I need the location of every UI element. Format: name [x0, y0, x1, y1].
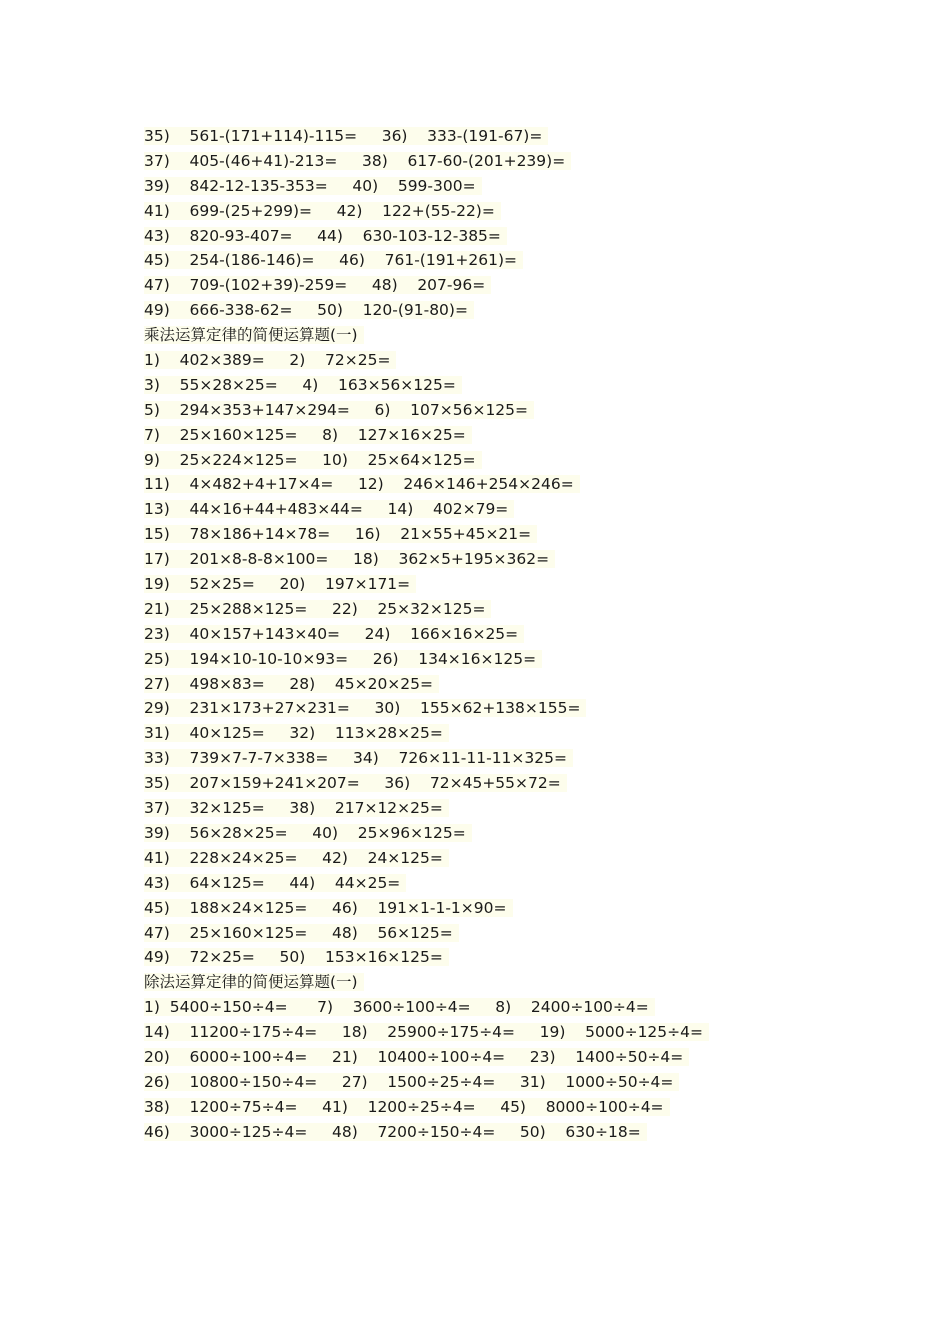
line-text: 35) 561-(171+114)-115= 36) 333-(191-67)= — [144, 127, 548, 145]
line-text: 38) 1200÷75÷4= 41) 1200÷25÷4= 45) 8000÷100÷4= — [144, 1098, 670, 1116]
line-text: 3) 55×28×25= 4) 163×56×125= — [144, 376, 462, 394]
text-line — [144, 696, 709, 721]
line-text: 41) 228×24×25= 42) 24×125= — [144, 849, 449, 867]
text-line — [144, 298, 709, 323]
text-line — [144, 771, 709, 796]
line-text: 47) 25×160×125= 48) 56×125= — [144, 924, 459, 942]
line-text: 21) 25×288×125= 22) 25×32×125= — [144, 600, 491, 618]
line-text: 20) 6000÷100÷4= 21) 10400÷100÷4= 23) 1400÷50÷4= — [144, 1048, 689, 1066]
text-line — [144, 1020, 709, 1045]
text-line — [144, 547, 709, 572]
line-text: 46) 3000÷125÷4= 48) 7200÷150÷4= 50) 630÷18= — [144, 1123, 647, 1141]
text-line — [144, 746, 709, 771]
text-line — [144, 796, 709, 821]
line-text: 14) 11200÷175÷4= 18) 25900÷175÷4= 19) 5000÷125÷4= — [144, 1023, 709, 1041]
line-text: 17) 201×8-8-8×100= 18) 362×5+195×362= — [144, 550, 555, 568]
text-line — [144, 423, 709, 448]
section-heading-text: 乘法运算定律的简便运算题(一) — [144, 326, 364, 344]
text-line — [144, 348, 709, 373]
text-line — [144, 821, 709, 846]
line-text: 33) 739×7-7-7×338= 34) 726×11-11-11×325= — [144, 749, 573, 767]
section-heading — [144, 323, 709, 348]
text-line — [144, 622, 709, 647]
text-line — [144, 647, 709, 672]
text-line — [144, 572, 709, 597]
line-text: 37) 32×125= 38) 217×12×25= — [144, 799, 449, 817]
document-page — [144, 124, 709, 1145]
line-text: 35) 207×159+241×207= 36) 72×45+55×72= — [144, 774, 567, 792]
text-line — [144, 921, 709, 946]
text-line — [144, 273, 709, 298]
text-line — [144, 1095, 709, 1120]
line-text: 27) 498×83= 28) 45×20×25= — [144, 675, 439, 693]
line-text: 39) 842-12-135-353= 40) 599-300= — [144, 177, 482, 195]
line-text: 26) 10800÷150÷4= 27) 1500÷25÷4= 31) 1000÷50÷4= — [144, 1073, 679, 1091]
text-line — [144, 149, 709, 174]
line-text: 29) 231×173+27×231= 30) 155×62+138×155= — [144, 699, 586, 717]
text-line — [144, 448, 709, 473]
text-line — [144, 672, 709, 697]
line-text: 25) 194×10-10-10×93= 26) 134×16×125= — [144, 650, 542, 668]
text-line — [144, 497, 709, 522]
text-line — [144, 846, 709, 871]
text-line — [144, 199, 709, 224]
line-text: 5) 294×353+147×294= 6) 107×56×125= — [144, 401, 534, 419]
line-text: 49) 72×25= 50) 153×16×125= — [144, 948, 449, 966]
text-line — [144, 398, 709, 423]
line-text: 45) 254-(186-146)= 46) 761-(191+261)= — [144, 251, 523, 269]
line-text: 37) 405-(46+41)-213= 38) 617-60-(201+239)= — [144, 152, 571, 170]
line-text: 43) 820-93-407= 44) 630-103-12-385= — [144, 227, 507, 245]
text-line — [144, 124, 709, 149]
text-line — [144, 945, 709, 970]
line-text: 19) 52×25= 20) 197×171= — [144, 575, 416, 593]
text-line — [144, 224, 709, 249]
text-line — [144, 871, 709, 896]
line-text: 31) 40×125= 32) 113×28×25= — [144, 724, 449, 742]
line-text: 47) 709-(102+39)-259= 48) 207-96= — [144, 276, 491, 294]
line-text: 39) 56×28×25= 40) 25×96×125= — [144, 824, 472, 842]
line-text: 49) 666-338-62= 50) 120-(91-80)= — [144, 301, 474, 319]
line-text: 13) 44×16+44+483×44= 14) 402×79= — [144, 500, 514, 518]
line-text: 15) 78×186+14×78= 16) 21×55+45×21= — [144, 525, 537, 543]
text-line — [144, 373, 709, 398]
text-line — [144, 995, 709, 1020]
text-line — [144, 522, 709, 547]
line-text: 43) 64×125= 44) 44×25= — [144, 874, 406, 892]
text-line — [144, 1070, 709, 1095]
text-line — [144, 1120, 709, 1145]
line-text: 1) 5400÷150÷4= 7) 3600÷100÷4= 8) 2400÷100÷4= — [144, 998, 655, 1016]
text-line — [144, 597, 709, 622]
text-line — [144, 896, 709, 921]
line-text: 41) 699-(25+299)= 42) 122+(55-22)= — [144, 202, 501, 220]
line-text: 11) 4×482+4+17×4= 12) 246×146+254×246= — [144, 475, 580, 493]
text-line — [144, 1045, 709, 1070]
line-text: 45) 188×24×125= 46) 191×1-1-1×90= — [144, 899, 513, 917]
text-line — [144, 472, 709, 497]
text-line — [144, 721, 709, 746]
line-text: 1) 402×389= 2) 72×25= — [144, 351, 396, 369]
section-heading — [144, 970, 709, 995]
section-heading-text: 除法运算定律的简便运算题(一) — [144, 973, 364, 991]
text-line — [144, 174, 709, 199]
line-text: 23) 40×157+143×40= 24) 166×16×25= — [144, 625, 524, 643]
line-text: 9) 25×224×125= 10) 25×64×125= — [144, 451, 482, 469]
line-text: 7) 25×160×125= 8) 127×16×25= — [144, 426, 472, 444]
text-line — [144, 248, 709, 273]
